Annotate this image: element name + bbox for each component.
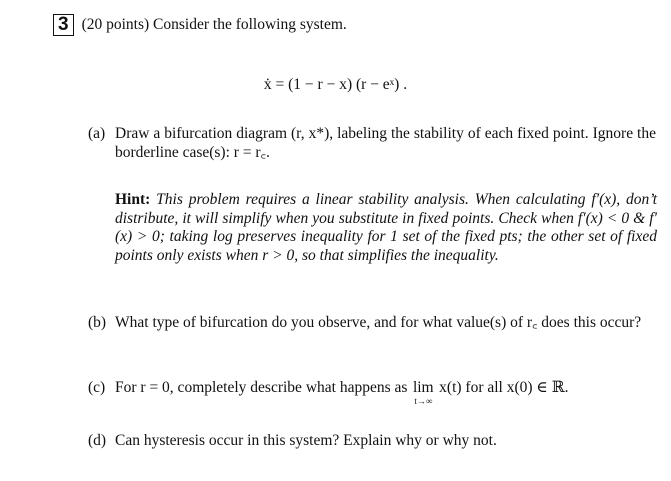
problem-header-text: (20 points) Consider the following system. bbox=[81, 16, 347, 33]
limit-subscript: t→∞ bbox=[414, 396, 433, 406]
part-b-label: (b) bbox=[88, 314, 107, 331]
part-c-text-after: x(t) for all x(0) ∈ ℝ. bbox=[439, 379, 569, 396]
part-d bbox=[88, 431, 656, 450]
part-c bbox=[88, 378, 656, 406]
part-a-text: Draw a bifurcation diagram (r, x*), labeling the stability of each fixed point. Ignore the borderline case(s): r = r꜀. bbox=[115, 125, 656, 161]
part-b bbox=[88, 313, 656, 332]
limit-operator bbox=[411, 378, 435, 406]
problem-number-box: 3 bbox=[53, 14, 74, 36]
part-c-body bbox=[115, 378, 656, 406]
part-c-text-before: For r = 0, completely describe what happens as bbox=[115, 379, 408, 396]
part-a-label: (a) bbox=[88, 125, 106, 142]
limit-lim: lim bbox=[412, 379, 434, 396]
hint-text: This problem requires a linear stability analysis. When calculating f′(x), don’t distribute, it will simplify when you substitute in fixed points. Check when f′(x) < 0 & f′(x) > 0; taking log preserves inequality for 1 set of the fixed pts; the other set of fixed points only exists when r > 0, so that simplifies the inequality. bbox=[115, 191, 658, 264]
hint-label: Hint: bbox=[115, 191, 151, 208]
part-d-label: (d) bbox=[88, 432, 107, 449]
part-c-label: (c) bbox=[88, 379, 106, 396]
hint-block bbox=[115, 191, 657, 265]
part-b-text: What type of bifurcation do you observe, and for what value(s) of r꜀ does this occur? bbox=[115, 314, 642, 331]
part-d-text: Can hysteresis occur in this system? Explain why or why not. bbox=[115, 432, 497, 449]
part-a bbox=[88, 124, 656, 162]
system-equation: ẋ = (1 − r − x) (r − eˣ) . bbox=[263, 76, 408, 93]
problem-header bbox=[53, 14, 347, 36]
